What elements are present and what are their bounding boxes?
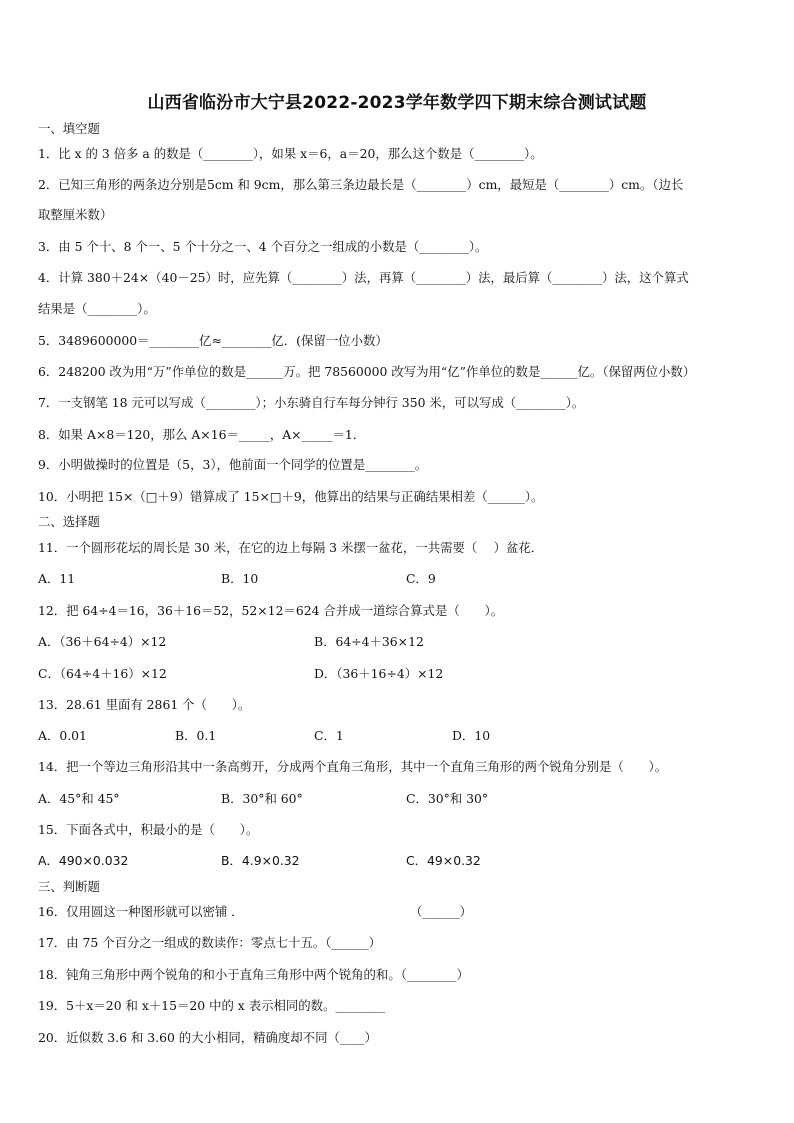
question-4-line-1: 4．计算 380＋24×（40－25）时，应先算（________）法，再算（________）法，最后算（________）法，这个算式	[38, 270, 689, 285]
q12-option-a: A．（36＋64÷4）×12	[38, 634, 167, 649]
q14-option-b: B．30°和 60°	[221, 791, 303, 806]
q12-option-d: D．（36＋16÷4）×12	[314, 666, 444, 681]
section-judge-heading: 三、判断题	[38, 879, 100, 894]
question-2-line-1: 2．已知三角形的两条边分别是5cm 和 9cm，那么第三条边最长是（________）cm，最短是（________）cm。（边长	[38, 177, 684, 192]
section-fill-heading: 一、填空题	[38, 121, 100, 136]
question-2-line-2: 取整厘米数）	[38, 207, 113, 222]
question-20: 20．近似数 3.6 和 3.60 的大小相同，精确度却不同（____）	[38, 1030, 378, 1045]
q11-option-a: A．11	[38, 571, 76, 586]
question-4-line-2: 结果是（________）。	[38, 301, 156, 316]
q15-option-a: A．490×0.032	[38, 853, 129, 868]
question-8: 8．如果 A×8＝120，那么 A×16＝_____，A×_____＝1．	[38, 427, 366, 442]
q14-option-a: A．45°和 45°	[38, 791, 120, 806]
question-10: 10．小明把 15×（□＋9）错算成了 15×□＋9，他算出的结果与正确结果相差（______）。	[38, 489, 544, 504]
question-17: 17．由 75 个百分之一组成的数读作：零点七十五。（______）	[38, 935, 381, 950]
question-18: 18．钝角三角形中两个锐角的和小于直角三角形中两个锐角的和。（________）	[38, 967, 469, 982]
q13-option-c: C．1	[314, 728, 344, 743]
question-5: 5．3489600000＝________亿≈________亿．(保留一位小数）	[38, 333, 388, 348]
q15-option-c: C．49×0.32	[406, 853, 481, 868]
question-7: 7．一支钢笔 18 元可以写成（________）；小东骑自行车每分钟行 350 米，可以写成（________）。	[38, 395, 585, 410]
q11-option-b: B．10	[221, 571, 259, 586]
q13-option-a: A．0.01	[38, 728, 87, 743]
question-15: 15．下面各式中，积最小的是（ ）。	[38, 822, 259, 837]
question-19: 19．5＋x＝20 和 x＋15＝20 中的 x 表示相同的数。________	[38, 998, 386, 1013]
q12-option-b: B．64÷4＋36×12	[314, 634, 424, 649]
q15-option-b: B．4.9×0.32	[221, 853, 300, 868]
q11-option-c: C．9	[406, 571, 436, 586]
question-6: 6．248200 改为用“万”作单位的数是______万。把 78560000 改写为用“亿”作单位的数是______亿。（保留两位小数）	[38, 364, 696, 379]
question-12: 12．把 64÷4＝16，36＋16＝52，52×12＝624 合并成一道综合算式是（ ）。	[38, 603, 504, 618]
page-title: 山西省临汾市大宁县2022-2023学年数学四下期末综合测试试题	[147, 93, 647, 113]
question-13: 13．28.61 里面有 2861 个（ ）。	[38, 697, 251, 712]
question-3: 3．由 5 个十、8 个一、5 个十分之一、4 个百分之一组成的小数是（________）。	[38, 239, 488, 254]
q13-option-d: D．10	[452, 728, 491, 743]
section-choice-heading: 二、选择题	[38, 514, 100, 529]
q12-option-c: C．（64÷4＋16）×12	[38, 666, 167, 681]
question-9: 9．小明做操时的位置是（5，3），他前面一个同学的位置是________。	[38, 457, 428, 472]
question-11: 11．一个圆形花坛的周长是 30 米，在它的边上每隔 3 米摆一盆花，一共需要（ ）盆花．	[38, 540, 544, 555]
q14-option-c: C．30°和 30°	[406, 791, 489, 806]
question-16-answer-blank: （______）	[410, 904, 472, 919]
question-16: 16．仅用圆这一种图形就可以密铺 ．	[38, 904, 244, 919]
q13-option-b: B．0.1	[175, 728, 217, 743]
question-14: 14．把一个等边三角形沿其中一条高剪开，分成两个直角三角形，其中一个直角三角形的两个锐角分别是（ ）。	[38, 759, 668, 774]
question-1: 1．比 x 的 3 倍多 a 的数是（________），如果 x＝6，a＝20，那么这个数是（________）。	[38, 146, 543, 161]
